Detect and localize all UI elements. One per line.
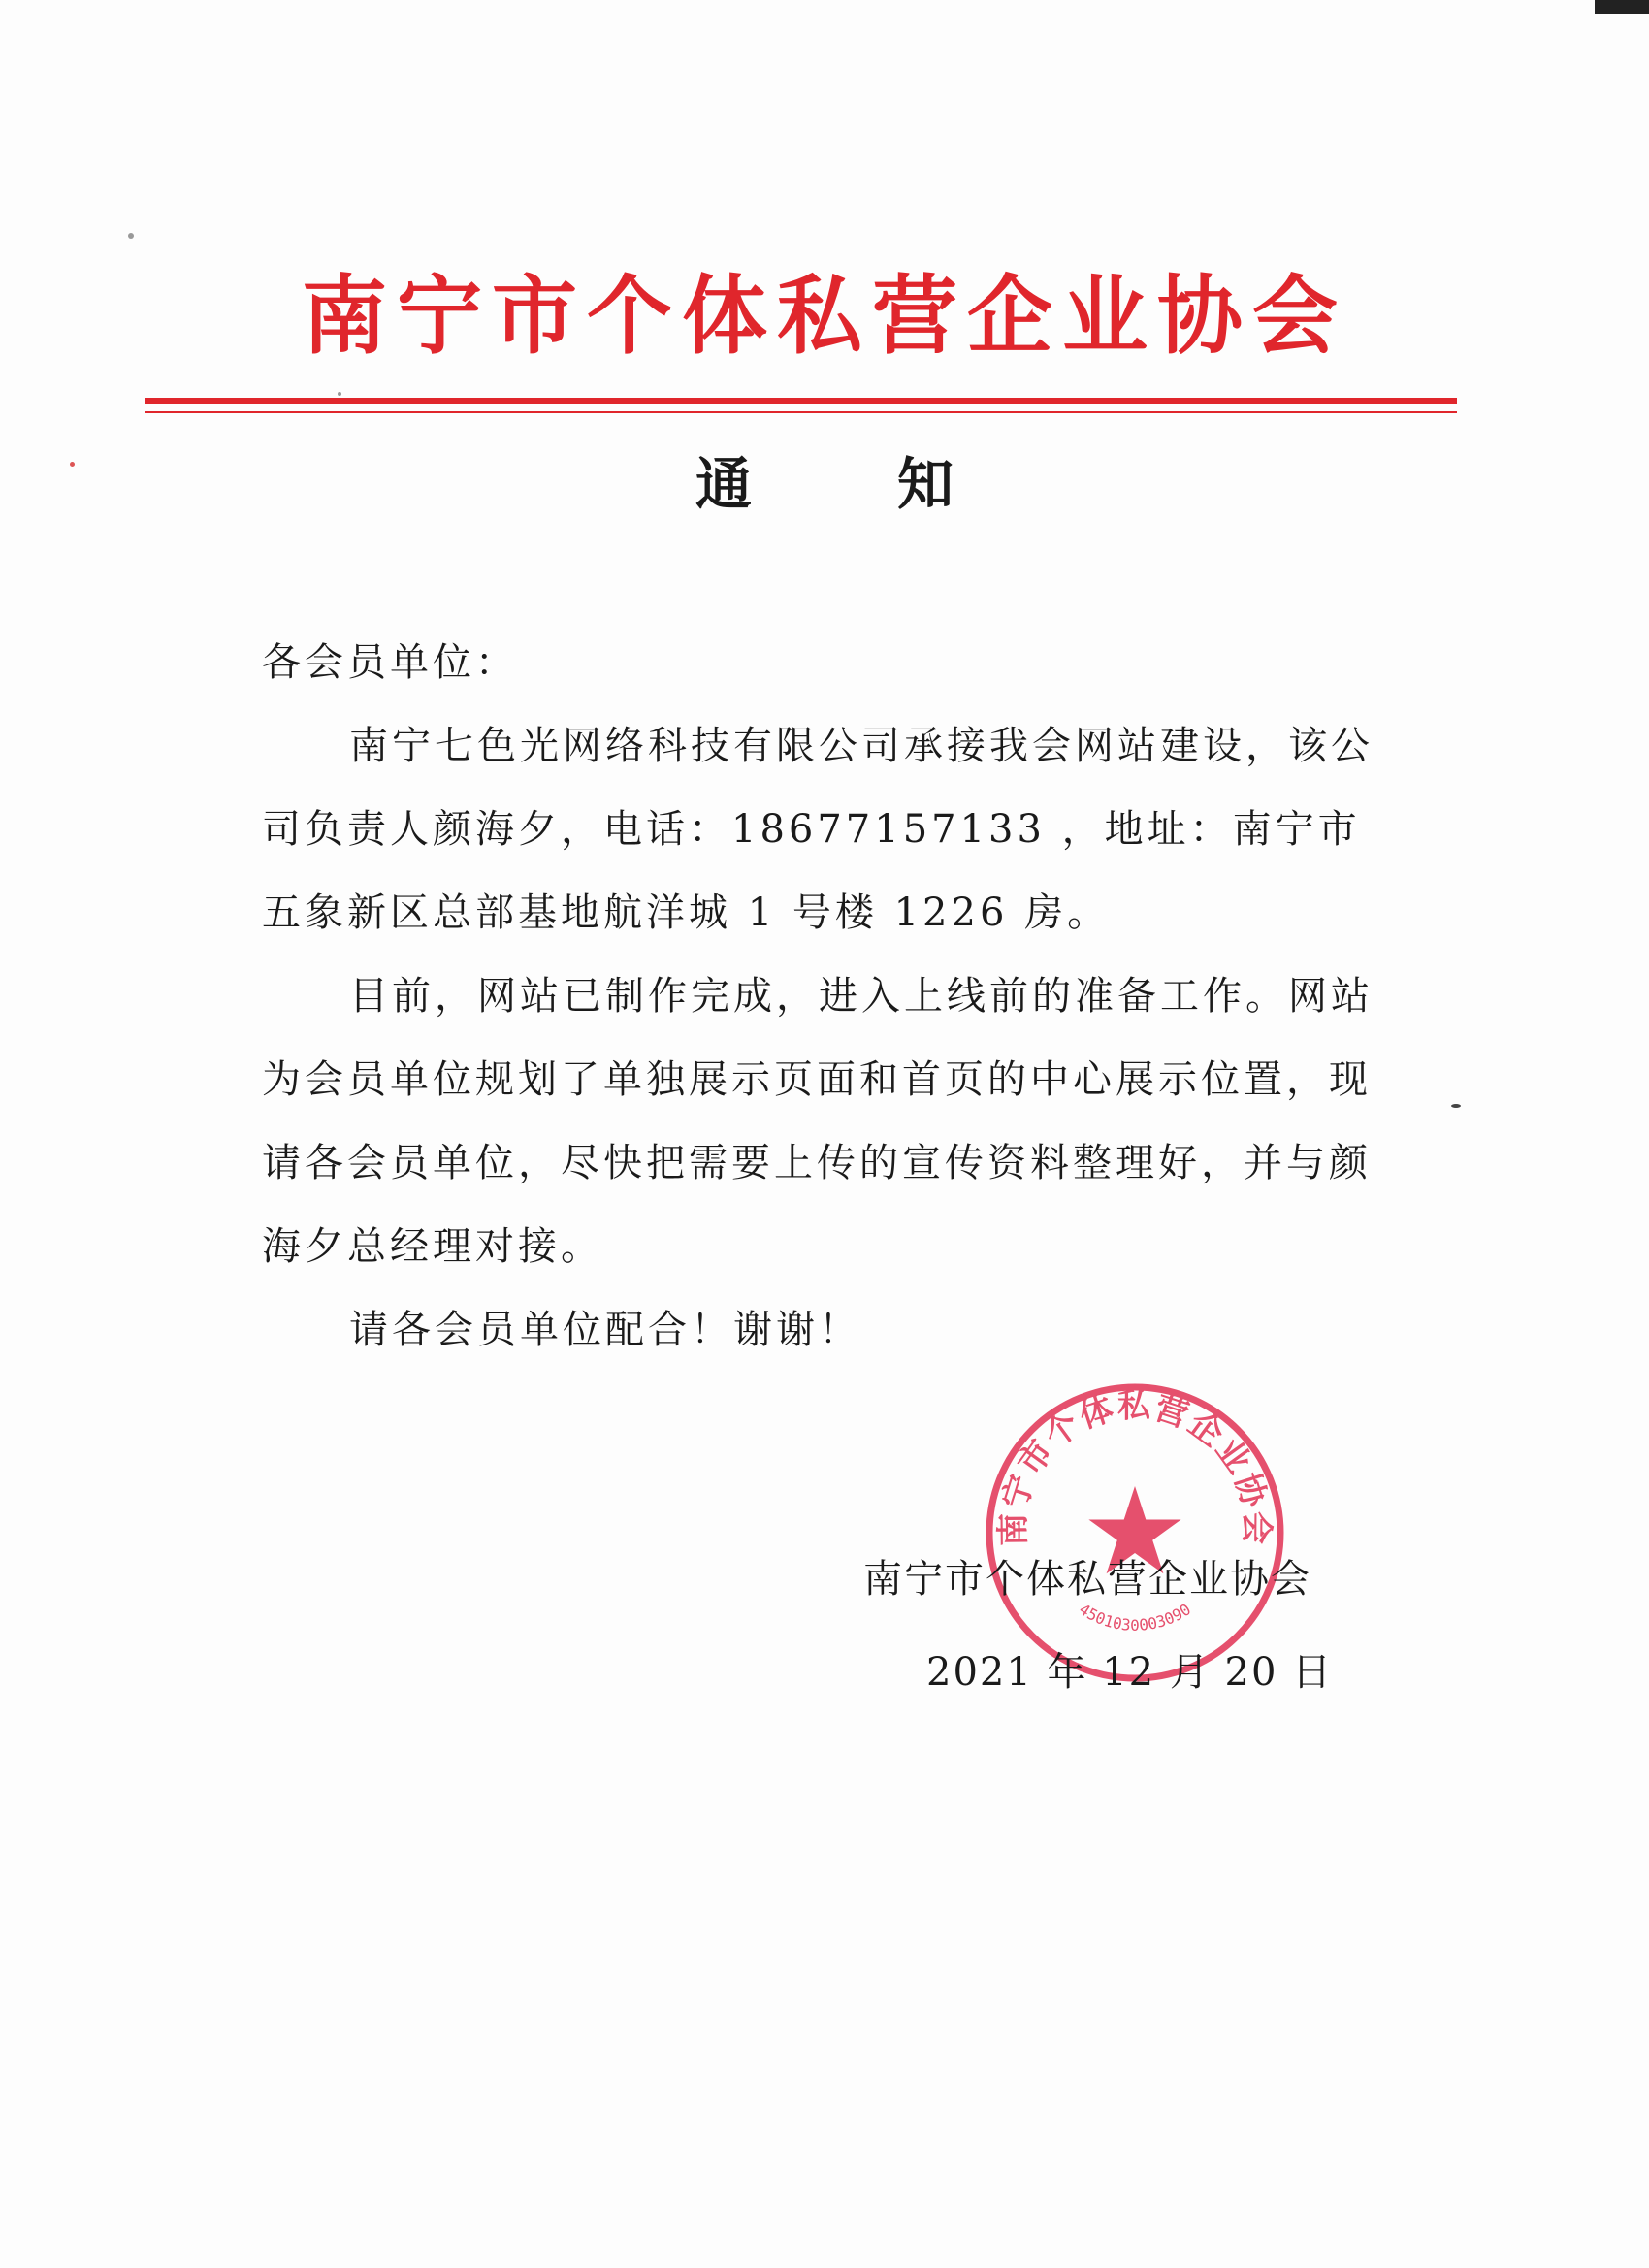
letterhead-rule-thick: [146, 398, 1457, 404]
scan-speck: [338, 392, 341, 396]
document-title: 通知: [695, 451, 1099, 517]
scan-speck: [70, 462, 75, 467]
salutation: 各会员单位：: [262, 640, 518, 685]
paragraph-1: 南宁七色光网络科技有限公司承接我会网站建设，该公司负责人颜海夕，电话：18677157133 ，地址：南宁市五象新区总部基地航洋城 1 号楼 1226 房。: [262, 724, 1374, 935]
scan-speck: [1451, 1104, 1461, 1108]
signature-date: 2021 年 12 月 20 日: [926, 1650, 1334, 1695]
paragraph-3: 请各会员单位配合！谢谢！: [349, 1308, 861, 1352]
letterhead-rule-thin: [146, 411, 1457, 413]
paragraph-2: 目前，网站已制作完成，进入上线前的准备工作。网站为会员单位规划了单独展示页面和首页的中心展示位置，现请各会员单位，尽快把需要上传的宣传资料整理好，并与颜海夕总经理对接。: [262, 974, 1374, 1269]
seal-code: 4501030003090: [1076, 1600, 1194, 1635]
letterhead-title: 南宁市个体私营企业协会: [301, 266, 1347, 366]
seal-text: 南宁市个体私营企业协会: [993, 1386, 1277, 1547]
scan-speck: [128, 233, 134, 239]
scan-corner-mark: [1595, 0, 1649, 14]
signature-organization: 南宁市个体私营企业协会: [863, 1557, 1311, 1602]
official-seal: [980, 1377, 1290, 1688]
